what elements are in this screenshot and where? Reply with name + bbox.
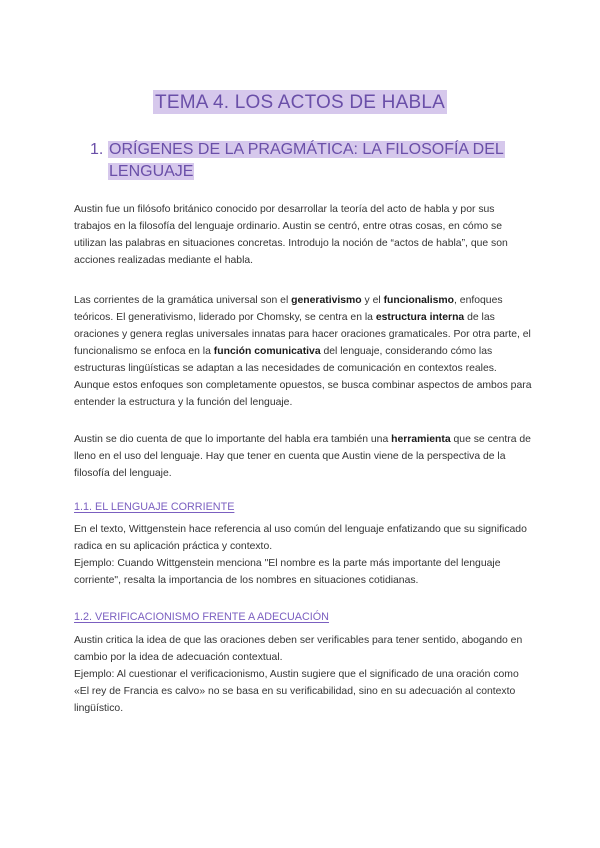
document-title <box>0 92 600 114</box>
text-run: de las oraciones y genera reglas universales innatas para hacer oraciones gramaticales. Por otra parte, el funcionalismo se enfoca en la <box>74 312 531 357</box>
bold-term-generativismo: generativismo <box>291 295 362 306</box>
paragraph-text: En el texto, Wittgenstein hace referencia al uso común del lenguaje enfatizando que su significado radica en su aplicación práctica y contexto. <box>74 524 527 552</box>
section-1-heading-line2: LENGUAJE <box>109 163 194 180</box>
example-text: Ejemplo: Al cuestionar el verificacionismo, Austin sugiere que el significado de una oración como «El rey de Francia es calvo» no se basa en su verificabilidad, sino en su adecuación al contexto lingüístico. <box>74 669 519 714</box>
document-title-text: TEMA 4. LOS ACTOS DE HABLA <box>155 92 445 113</box>
section-1-heading-line1: ORÍGENES DE LA PRAGMÁTICA: LA FILOSOFÍA DEL <box>109 141 504 158</box>
example-text: Ejemplo: Cuando Wittgenstein menciona "El nombre es la parte más importante del lenguaje corriente", resalta la importancia de los nombres en situaciones cotidianas. <box>74 558 501 586</box>
paragraph-text: Austin fue un filósofo británico conocido por desarrollar la teoría del acto de habla y por sus trabajos en la filosofía del lenguaje ordinario. Austin se centró, entre otras cosas, en cómo se utilizan las palabras en situaciones concretas. Introdujo la noción de “actos de habla”, que son acciones realizadas mediante el habla. <box>74 204 508 266</box>
text-run: Austin se dio cuenta de que lo importante del habla era también una <box>74 434 392 445</box>
section-1-number: 1. <box>90 141 104 158</box>
bold-term-funcionalismo: funcionalismo <box>383 295 455 306</box>
bold-term-funcion-comunicativa: función comunicativa <box>213 346 321 357</box>
text-run: , enfoques teóricos. El generativismo, liderado por Chomsky, se centra en la <box>74 295 503 323</box>
subsection-1-1-body <box>74 521 534 589</box>
bold-term-herramienta: herramienta <box>391 434 451 445</box>
text-run: Las corrientes de la gramática universal son el <box>74 295 292 306</box>
paragraph-austin-tool <box>74 431 534 482</box>
subsection-1-2-heading: 1.2. VERIFICACIONISMO FRENTE A ADECUACIÓN <box>74 611 329 623</box>
subsection-1-2-body <box>74 632 534 717</box>
paragraph-austin-intro <box>74 201 534 269</box>
text-run: y el <box>361 295 384 306</box>
paragraph-text: Austin critica la idea de que las oraciones deben ser verificables para tener sentido, abogando en cambio por la idea de adecuación contextual. <box>74 635 523 663</box>
subsection-1-1-heading: 1.1. EL LENGUAJE CORRIENTE <box>74 501 235 513</box>
text-run: que se centra de lleno en el uso del lenguaje. Hay que tener en cuenta que Austin viene de la perspectiva de la filosofía del lenguaje. <box>74 434 531 479</box>
bold-term-estructura-interna: estructura interna <box>375 312 465 323</box>
paragraph-grammar-currents <box>74 292 534 411</box>
text-run: del lenguaje, considerando cómo las estructuras lingüísticas se adaptan a las necesidades de comunicación en contextos reales. Aunque estos enfoques son completamente opuestos, se busca combinar aspectos de ambos para entender la estructura y la función del lenguaje. <box>74 346 532 408</box>
section-1-heading <box>90 139 530 183</box>
